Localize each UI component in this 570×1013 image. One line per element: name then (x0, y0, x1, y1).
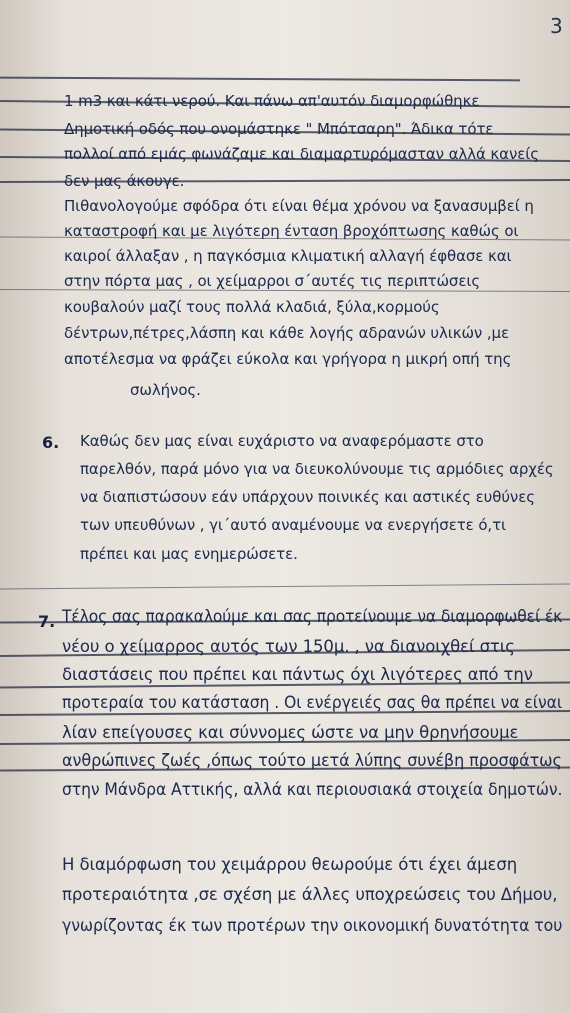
ruled-line (0, 77, 520, 81)
item-number: 6. (42, 433, 60, 452)
text-line: γνωρίζοντας έκ των προτέρων την οικονομική δυνατότητα του (62, 916, 563, 935)
text-line: πρέπει και μας ενημερώσετε. (80, 545, 298, 563)
text-line: λίαν επείγουσες και σύννομες ώστε να μην θρηνήσουμε (62, 723, 519, 742)
ruled-line (0, 584, 570, 590)
text-line: κουβαλούν μαζί τους πολλά κλαδιά, ξύλα,κορμούς (64, 298, 440, 316)
text-line: στην Μάνδρα Αττικής, αλλά και περιουσιακά στοιχεία δημοτών. (62, 780, 563, 799)
text-line: στην πόρτα μας , οι χείμαρροι σ΄αυτές τις περιπτώσεις (64, 272, 481, 290)
text-line: προτεραιότητα ,σε σχέση με άλλες υποχρεώσεις του Δήμου, (62, 885, 558, 904)
text-line: πολλοί από εμάς φωνάζαμε και διαμαρτυρόμασταν αλλά κανείς (64, 145, 539, 163)
text-line: αποτέλεσμα να φράζει εύκολα και γρήγορα η μικρή οπή της (64, 350, 512, 368)
text-line: δέντρων,πέτρες,λάσπη και κάθε λογής αδρανών υλικών ,με (64, 324, 509, 342)
text-line: Τέλος σας παρακαλούμε και σας προτείνουμε να διαμορφωθεί έκ (62, 607, 563, 626)
text-line: 1 m3 και κάτι νερού. Και πάνω απ'αυτόν διαμορφώθηκε (64, 92, 480, 110)
text-line: Καθώς δεν μας είναι ευχάριστο να αναφερόμαστε στο (80, 432, 484, 450)
item-number: 7. (38, 612, 56, 631)
text-line: ανθρώπινες ζωές ,όπως τούτο μετά λύπης συνέβη προσφάτως (62, 751, 562, 770)
text-line: να διαπιστώσουν εάν υπάρχουν ποινικές και αστικές ευθύνες (80, 488, 535, 506)
text-line: Η διαμόρφωση του χειμάρρου θεωρούμε ότι έχει άμεση (62, 855, 518, 874)
text-line: Πιθανολογούμε σφόδρα ότι είναι θέμα χρόνου να ξανασυμβεί η (64, 197, 534, 215)
text-line: νέου ο χείμαρρος αυτός των 150μ. , να διανοιχθεί στις (62, 637, 515, 656)
text-line: καταστροφή και με λιγότερη ένταση βροχόπτωσης καθώς οι (64, 222, 519, 240)
text-line: διαστάσεις που πρέπει και πάντως όχι λιγότερες από την (62, 665, 533, 684)
text-line: προτεραία του κατάσταση . Οι ενέργειές σας θα πρέπει να είναι (62, 693, 563, 712)
text-line: Δημοτική οδός που ονομάστηκε " Μπότσαρη". Άδικα τότε (64, 120, 494, 138)
text-line: παρελθόν, παρά μόνο για να διευκολύνουμε τις αρμόδιες αρχές (80, 460, 554, 478)
text-line: των υπευθύνων , γι΄αυτό αναμένουμε να ενεργήσετε ό,τι (80, 516, 506, 534)
page-number: 3 (550, 14, 563, 38)
text-line: δεν μας άκουγε. (64, 172, 185, 190)
text-line: καιροί άλλαξαν , η παγκόσμια κλιματική αλλαγή έφθασε και (64, 247, 512, 265)
text-line: σωλήνος. (130, 381, 201, 399)
